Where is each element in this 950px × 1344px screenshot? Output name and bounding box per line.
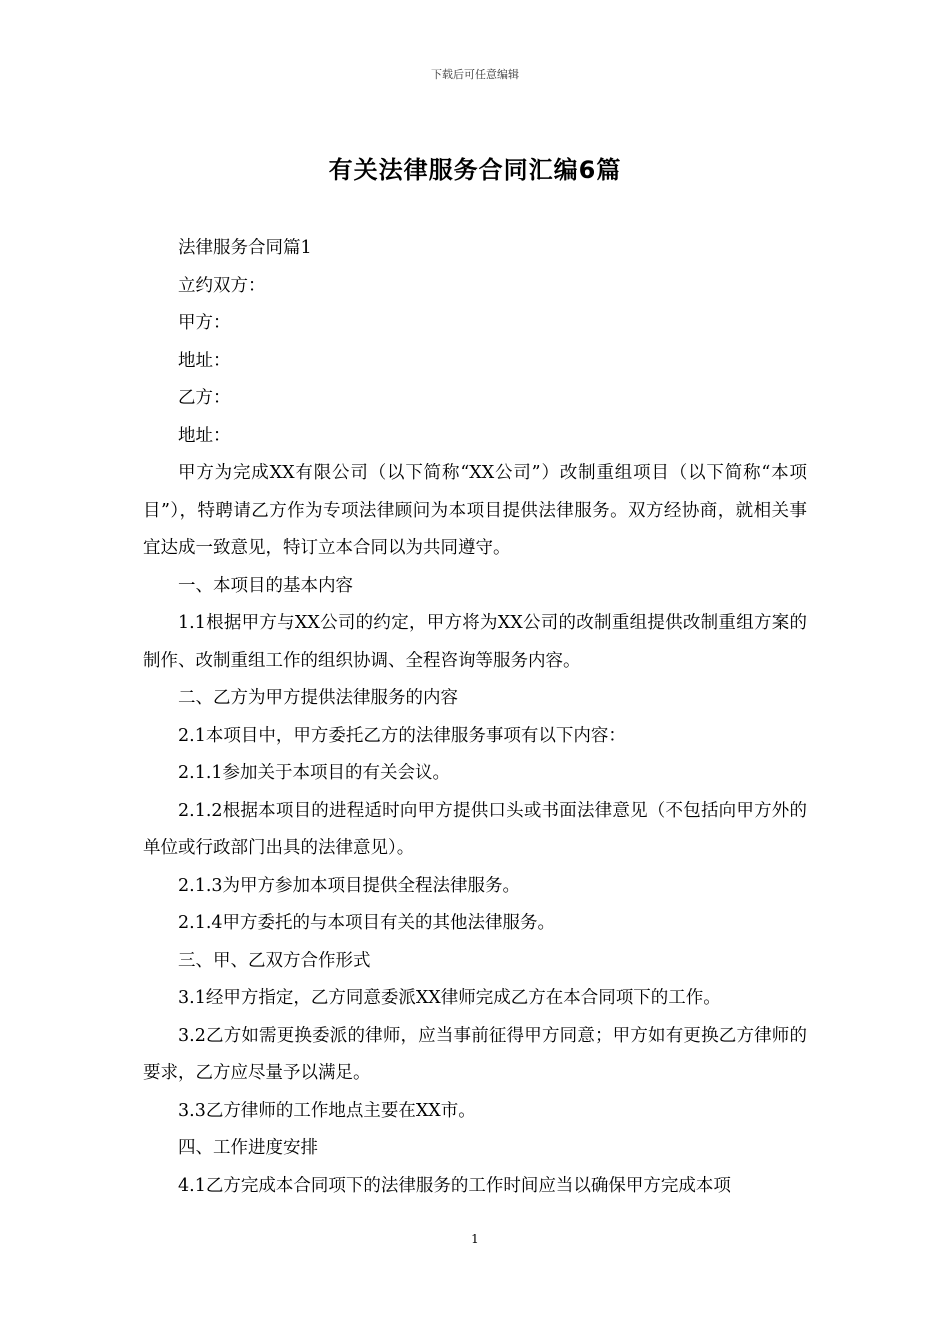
party-b-address-label: 地址： (178, 425, 231, 446)
clause-paragraph: 3.1经甲方指定，乙方同意委派XX律师完成乙方在本合同项下的工作。 (178, 988, 721, 1008)
document-title: 有关法律服务合同汇编6篇 (328, 156, 622, 184)
article-heading: 三、甲、乙双方合作形式 (178, 950, 371, 971)
page-number: 1 (471, 1232, 479, 1246)
clause-paragraph: 2.1.3为甲方参加本项目提供全程法律服务。 (178, 875, 521, 896)
article-heading: 一、本项目的基本内容 (178, 575, 353, 596)
preamble-paragraph: 甲方为完成XX有限公司（以下简称“XX公司”）改制重组项目（以下简称“本项目”），特聘请乙方作为专项法律顾问为本项目提供法律服务。双方经协商，就相关事宜达成一致意见，特订立本合同以为共同遵守。 (143, 463, 807, 558)
clause-paragraph: 2.1.1参加关于本项目的有关会议。 (178, 763, 451, 783)
article-heading: 四、工作进度安排 (178, 1138, 318, 1158)
clause-paragraph: 4.1乙方完成本合同项下的法律服务的工作时间应当以确保甲方完成本项 (178, 1175, 731, 1196)
section-heading: 法律服务合同篇1 (178, 238, 312, 258)
clause-paragraph: 2.1.4甲方委托的与本项目有关的其他法律服务。 (178, 913, 556, 933)
document-body (143, 230, 807, 1205)
clause-paragraph: 3.3乙方律师的工作地点主要在XX市。 (178, 1100, 476, 1121)
article-heading: 二、乙方为甲方提供法律服务的内容 (178, 688, 458, 708)
clause-paragraph: 1.1根据甲方与XX公司的约定，甲方将为XX公司的改制重组提供改制重组方案的制作、改制重组工作的组织协调、全程咨询等服务内容。 (143, 613, 807, 671)
party-a-label: 甲方： (178, 313, 231, 333)
clause-paragraph: 2.1本项目中，甲方委托乙方的法律服务事项有以下内容： (178, 725, 626, 746)
clause-paragraph: 3.2乙方如需更换委派的律师，应当事前征得甲方同意；甲方如有更换乙方律师的要求，乙方应尽量予以满足。 (143, 1025, 807, 1083)
page-header: 下载后可任意编辑 (431, 68, 519, 81)
party-a-address-label: 地址： (178, 350, 231, 371)
party-b-label: 乙方： (178, 388, 231, 408)
contract-parties-label: 立约双方： (178, 275, 266, 296)
clause-paragraph: 2.1.2根据本项目的进程适时向甲方提供口头或书面法律意见（不包括向甲方外的单位或行政部门出具的法律意见）。 (143, 800, 807, 858)
